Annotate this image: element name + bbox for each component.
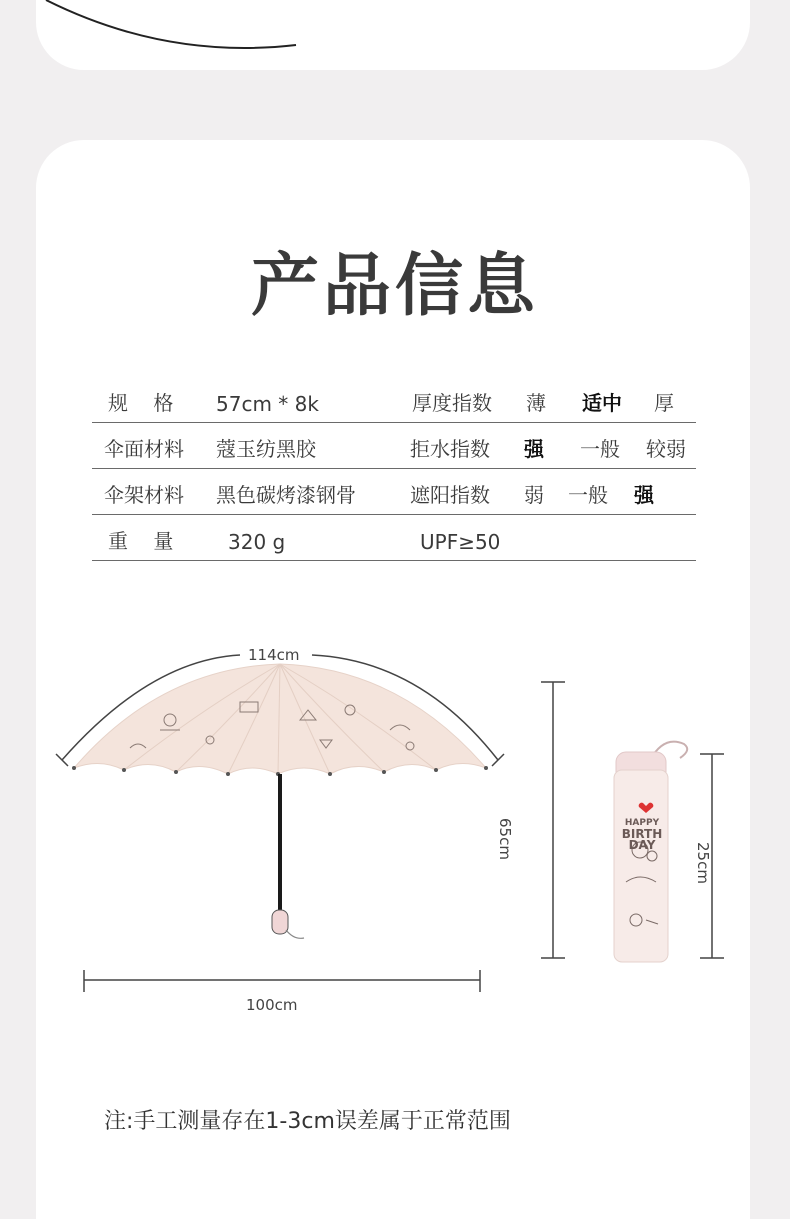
folded-sleeve <box>614 770 668 962</box>
spec-row-weight <box>92 524 696 561</box>
umbrella-diagram <box>0 620 790 1040</box>
level-option: 较弱 <box>646 437 686 461</box>
spec-row-size <box>92 386 696 423</box>
index-label: 厚度指数 <box>412 391 492 415</box>
level-option: 弱 <box>524 483 544 507</box>
page-title: 产品信息 <box>250 247 539 326</box>
level-option: 厚 <box>654 391 674 415</box>
measurement-note: 注:手工测量存在1-3cm误差属于正常范围 <box>104 1109 511 1134</box>
span-width-label: 100cm <box>246 996 298 1014</box>
spec-label: 伞面材料 <box>104 437 184 461</box>
spec-label: 规 格 <box>108 391 174 415</box>
level-option: 薄 <box>526 391 546 415</box>
index-label: 遮阳指数 <box>410 483 490 507</box>
folded-length-label: 25cm <box>694 842 712 884</box>
spec-row-frame-material <box>92 478 696 515</box>
previous-section-curve <box>36 0 750 70</box>
spec-value: 57cm * 8k <box>216 392 319 416</box>
level-option-selected: 适中 <box>582 391 622 415</box>
spec-row-canopy-material <box>92 432 696 469</box>
spec-value: 蔻玉纺黑胶 <box>216 437 316 461</box>
open-height-label: 65cm <box>496 818 514 860</box>
level-option: 一般 <box>580 437 620 461</box>
spec-value: 320 g <box>228 530 286 554</box>
canopy-diameter-label: 114cm <box>248 646 300 664</box>
handle-strap <box>286 930 304 938</box>
level-option: 一般 <box>568 483 608 507</box>
index-label: 拒水指数 <box>410 437 490 461</box>
folded-print: HAPPY BIRTH DAY <box>621 818 663 852</box>
spec-value: 黑色碳烤漆钢骨 <box>216 483 356 507</box>
index-label: UPF≥50 <box>420 530 501 554</box>
spec-label: 重 量 <box>108 529 174 553</box>
previous-section-card <box>36 0 750 70</box>
level-option-selected: 强 <box>634 483 654 507</box>
spec-label: 伞架材料 <box>104 483 184 507</box>
level-option-selected: 强 <box>524 437 544 461</box>
